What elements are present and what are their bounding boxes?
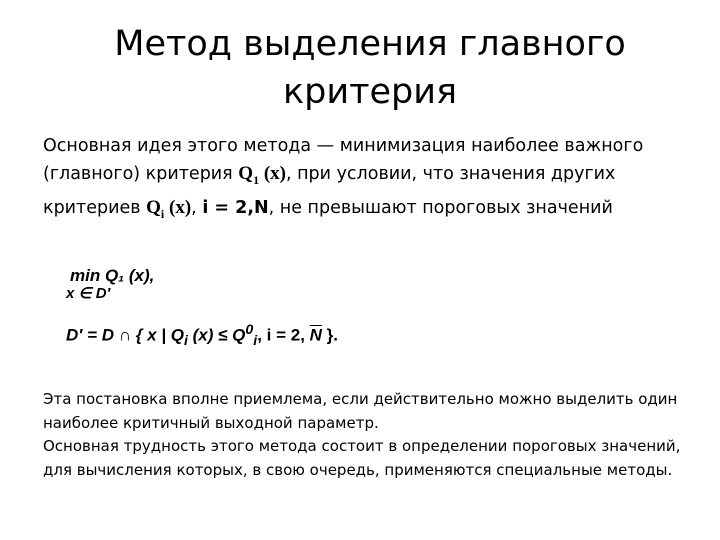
title-line-2: критерия — [282, 72, 458, 112]
slide-title — [60, 20, 680, 116]
paragraph-1: Эта постановка вполне приемлема, если действительно можно выделить один наиболее критичный выходной параметр. — [43, 390, 678, 432]
formula-n: $\overline{N}$ — [309, 325, 322, 345]
paragraph-2: Основная трудность этого метода состоит в определении пороговых значений, для вычисления которых, в свою очередь, применяются специальные методы. — [43, 437, 681, 479]
title-line-1: Метод выделения главного — [114, 24, 626, 64]
qi-symbol: Q — [146, 196, 161, 218]
formula-sub-i: i — [183, 333, 188, 350]
q1-subscript: 1 — [253, 172, 260, 187]
index-range: i = 2,N — [202, 197, 269, 218]
formula-part-c: , i = 2, — [257, 325, 310, 345]
q1-symbol: Q — [238, 163, 254, 184]
main-text-2: , при условии, что значения других критериев — [43, 164, 616, 218]
main-text-4: , не превышают пороговых значений — [268, 197, 613, 218]
formula-block — [62, 262, 422, 354]
q1-expression — [238, 163, 286, 187]
qi-argument: (x) — [164, 196, 192, 218]
main-text-1: Основная идея этого метода — минимизация наиболее важного (главного) критерия — [43, 136, 644, 184]
formula-part-d: }. — [321, 325, 338, 345]
formula-sub-i-2: i — [253, 333, 258, 350]
q1-argument: (x) — [259, 163, 286, 184]
formula-sup-0: 0 — [245, 322, 254, 338]
main-text-3: , — [191, 197, 203, 218]
formula-part-a: D′ = D ∩ { x | Q — [66, 325, 184, 345]
formula-domain-line: x ∈ D′ — [66, 285, 111, 302]
main-paragraph — [43, 133, 693, 228]
formula-part-b: (x) ≤ Q — [187, 325, 246, 345]
formula-min-line: min Q₁ (x), — [70, 266, 155, 285]
qi-expression — [146, 196, 192, 221]
formula-set-definition — [66, 322, 338, 349]
bottom-text — [43, 388, 693, 482]
qi-subscript: i — [160, 206, 165, 221]
